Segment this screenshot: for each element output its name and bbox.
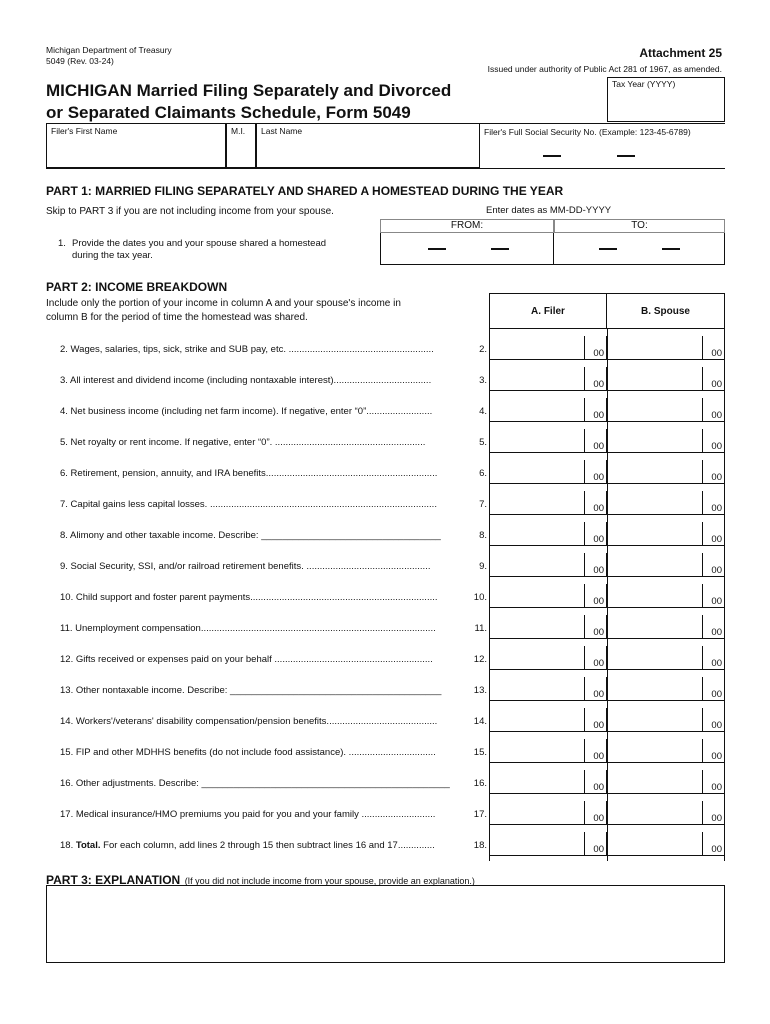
dept-name: Michigan Department of Treasury — [46, 45, 172, 55]
attachment-number: Attachment 25 — [639, 46, 722, 60]
income-line-label: 18. Total. For each column, add lines 2 through 15 then subtract lines 16 and 17.............. — [60, 840, 435, 851]
part3-title: PART 3: EXPLANATION — [46, 873, 181, 887]
cents-value: 00 — [584, 832, 606, 855]
cents-value: 00 — [702, 336, 724, 359]
cents-value: 00 — [584, 491, 606, 514]
column-b-amount-field[interactable] — [607, 770, 725, 794]
part2-title: PART 2: INCOME BREAKDOWN — [46, 280, 228, 294]
cents-value: 00 — [702, 491, 724, 514]
income-line-number: 8. — [479, 530, 487, 541]
column-b-amount-field[interactable] — [607, 522, 725, 546]
to-label: TO: — [631, 220, 648, 231]
part3-note: (If you did not include income from your spouse, provide an explanation.) — [184, 876, 475, 886]
to-date-field[interactable] — [554, 233, 725, 265]
column-b-amount-field[interactable] — [607, 708, 725, 732]
from-date-field[interactable] — [380, 233, 554, 265]
title-line-1: MICHIGAN Married Filing Separately and Divorced — [46, 81, 452, 100]
tax-year-field[interactable] — [607, 77, 725, 122]
ssn-field[interactable] — [480, 142, 725, 168]
cents-value: 00 — [702, 832, 724, 855]
cents-value: 00 — [584, 398, 606, 421]
column-a-amount-field[interactable] — [489, 367, 607, 391]
income-line-number: 6. — [479, 468, 487, 479]
cents-value: 00 — [702, 553, 724, 576]
cents-value: 00 — [702, 429, 724, 452]
column-b-amount-field[interactable] — [607, 801, 725, 825]
income-line-label: 2. Wages, salaries, tips, sick, strike and SUB pay, etc. ....................................................... — [60, 344, 434, 355]
part1-skip-instruction: Skip to PART 3 if you are not including income from your spouse. — [46, 206, 334, 217]
column-a-header — [489, 293, 607, 329]
column-a-amount-field[interactable] — [489, 522, 607, 546]
income-line-number: 9. — [479, 561, 487, 572]
cents-value: 00 — [584, 429, 606, 452]
column-a-amount-field[interactable] — [489, 584, 607, 608]
income-line-number: 17. — [473, 809, 487, 820]
part2-intro — [46, 297, 401, 325]
part2-intro-b: column B for the period of time the homestead was shared. — [46, 312, 308, 323]
income-line-label: 7. Capital gains less capital losses. ...................................................................................... — [60, 499, 437, 510]
column-b-amount-field[interactable] — [607, 460, 725, 484]
income-line-number: 3. — [479, 375, 487, 386]
income-line-label: 3. All interest and dividend income (including nontaxable interest)..................................... — [60, 375, 432, 386]
column-a-amount-field[interactable] — [489, 770, 607, 794]
column-b-amount-field[interactable] — [607, 553, 725, 577]
cents-value: 00 — [584, 460, 606, 483]
column-a-label: A. Filer — [531, 305, 565, 317]
cents-value: 00 — [702, 708, 724, 731]
column-b-amount-field[interactable] — [607, 646, 725, 670]
income-line-number: 11. — [474, 623, 487, 634]
cents-value: 00 — [702, 584, 724, 607]
cents-value: 00 — [702, 522, 724, 545]
to-header — [554, 219, 725, 233]
income-line-number: 18. — [473, 840, 487, 851]
cents-value: 00 — [702, 801, 724, 824]
cents-value: 00 — [702, 770, 724, 793]
income-line-number: 16. — [473, 778, 487, 789]
cents-value: 00 — [702, 367, 724, 390]
column-b-amount-field[interactable] — [607, 584, 725, 608]
income-line-label: 5. Net royalty or rent income. If negative, enter “0”. ......................................................... — [60, 437, 426, 448]
last-name-label: Last Name — [261, 126, 303, 136]
cents-value: 00 — [584, 615, 606, 638]
cents-value: 00 — [702, 398, 724, 421]
column-a-amount-field[interactable] — [489, 801, 607, 825]
name-row-rule — [46, 123, 725, 124]
income-line-label: 11. Unemployment compensation......................................................................................... — [60, 623, 436, 634]
income-line-number: 5. — [479, 437, 487, 448]
column-b-amount-field[interactable] — [607, 398, 725, 422]
column-a-amount-field[interactable] — [489, 646, 607, 670]
column-a-amount-field[interactable] — [489, 832, 607, 856]
first-name-field[interactable] — [46, 123, 226, 168]
cents-value: 00 — [584, 367, 606, 390]
to-dash-2 — [662, 248, 680, 250]
cents-value: 00 — [584, 584, 606, 607]
column-b-amount-field[interactable] — [607, 491, 725, 515]
line1-number: 1. — [58, 238, 66, 249]
income-line-label: 13. Other nontaxable income. Describe: ________________________________________ — [60, 685, 442, 696]
column-b-amount-field[interactable] — [607, 677, 725, 701]
form-revision: 5049 (Rev. 03-24) — [46, 56, 114, 66]
column-b-amount-field[interactable] — [607, 367, 725, 391]
cents-value: 00 — [584, 553, 606, 576]
income-line-label: 4. Net business income (including net farm income). If negative, enter “0”......................... — [60, 406, 433, 417]
cents-value: 00 — [584, 739, 606, 762]
column-a-amount-field[interactable] — [489, 708, 607, 732]
line1-text — [72, 238, 326, 262]
column-b-amount-field[interactable] — [607, 739, 725, 763]
column-b-amount-field[interactable] — [607, 429, 725, 453]
income-line-number: 10. — [473, 592, 487, 603]
income-line-number: 15. — [473, 747, 487, 758]
ssn-dash-2 — [617, 155, 635, 157]
from-header — [380, 219, 554, 233]
ssn-dash-1 — [543, 155, 561, 157]
income-line-label: 10. Child support and foster parent payments....................................................................... — [60, 592, 438, 603]
cents-value: 00 — [584, 336, 606, 359]
cents-value: 00 — [702, 615, 724, 638]
authority-note: Issued under authority of Public Act 281 of 1967, as amended. — [487, 64, 722, 74]
column-a-amount-field[interactable] — [489, 739, 607, 763]
income-line-number: 13. — [473, 685, 487, 696]
column-a-amount-field[interactable] — [489, 677, 607, 701]
income-line-number: 12. — [473, 654, 487, 665]
column-b-amount-field[interactable] — [607, 336, 725, 360]
date-format-note: Enter dates as MM-DD-YYYY — [486, 205, 612, 216]
column-a-amount-field[interactable] — [489, 429, 607, 453]
column-b-amount-field[interactable] — [607, 832, 725, 856]
from-dash-2 — [491, 248, 509, 250]
income-line-label: 9. Social Security, SSI, and/or railroad retirement benefits. ............................................... — [60, 561, 431, 572]
from-label: FROM: — [450, 220, 484, 231]
cents-value: 00 — [702, 677, 724, 700]
column-a-amount-field[interactable] — [489, 336, 607, 360]
income-line-number: 4. — [479, 406, 487, 417]
from-dash-1 — [428, 248, 446, 250]
name-row-bottom-rule — [46, 168, 725, 169]
column-a-amount-field[interactable] — [489, 553, 607, 577]
form-title — [46, 80, 451, 124]
middle-initial-field[interactable] — [226, 123, 256, 168]
cents-value: 00 — [702, 460, 724, 483]
title-line-2: or Separated Claimants Schedule, Form 5049 — [46, 103, 411, 122]
cents-value: 00 — [584, 677, 606, 700]
department-header — [46, 45, 172, 67]
first-name-label: Filer's First Name — [51, 126, 118, 136]
column-a-amount-field[interactable] — [489, 460, 607, 484]
part2-intro-a: Include only the portion of your income in column A and your spouse's income in — [46, 298, 401, 309]
income-line-label: 17. Medical insurance/HMO premiums you paid for you and your family ............................ — [60, 809, 436, 820]
mi-label: M.I. — [231, 126, 246, 136]
to-dash-1 — [599, 248, 617, 250]
explanation-textarea[interactable] — [46, 885, 725, 963]
column-b-label: B. Spouse — [641, 305, 690, 317]
cents-value: 00 — [584, 646, 606, 669]
income-line-number: 7. — [479, 499, 487, 510]
income-line-label: 15. FIP and other MDHHS benefits (do not include food assistance). ................................. — [60, 747, 436, 758]
cents-value: 00 — [584, 708, 606, 731]
cents-value: 00 — [702, 739, 724, 762]
income-line-number: 14. — [473, 716, 487, 727]
last-name-field[interactable] — [256, 123, 480, 168]
column-a-amount-field[interactable] — [489, 398, 607, 422]
income-line-label: 6. Retirement, pension, annuity, and IRA benefits................................................................. — [60, 468, 438, 479]
column-b-amount-field[interactable] — [607, 615, 725, 639]
income-line-label: 12. Gifts received or expenses paid on your behalf ............................................................ — [60, 654, 433, 665]
income-line-number: 2. — [479, 344, 487, 355]
cents-value: 00 — [584, 522, 606, 545]
cents-value: 00 — [584, 770, 606, 793]
part1-title: PART 1: MARRIED FILING SEPARATELY AND SHARED A HOMESTEAD DURING THE YEAR — [46, 184, 564, 198]
column-a-amount-field[interactable] — [489, 491, 607, 515]
tax-year-label: Tax Year (YYYY) — [612, 79, 676, 89]
income-line-label: 14. Workers'/veterans' disability compensation/pension benefits.......................................... — [60, 716, 438, 727]
column-b-header — [607, 293, 725, 329]
cents-value: 00 — [584, 801, 606, 824]
ssn-label: Filer's Full Social Security No. (Example: 123-45-6789) — [484, 127, 691, 137]
income-line-label: 8. Alimony and other taxable income. Describe: __________________________________ — [60, 530, 441, 541]
cents-value: 00 — [702, 646, 724, 669]
income-line-label: 16. Other adjustments. Describe: _______________________________________________ — [60, 778, 450, 789]
line1-text-a: Provide the dates you and your spouse shared a homestead — [72, 238, 327, 249]
line1-text-b: during the tax year. — [72, 250, 153, 261]
column-a-amount-field[interactable] — [489, 615, 607, 639]
